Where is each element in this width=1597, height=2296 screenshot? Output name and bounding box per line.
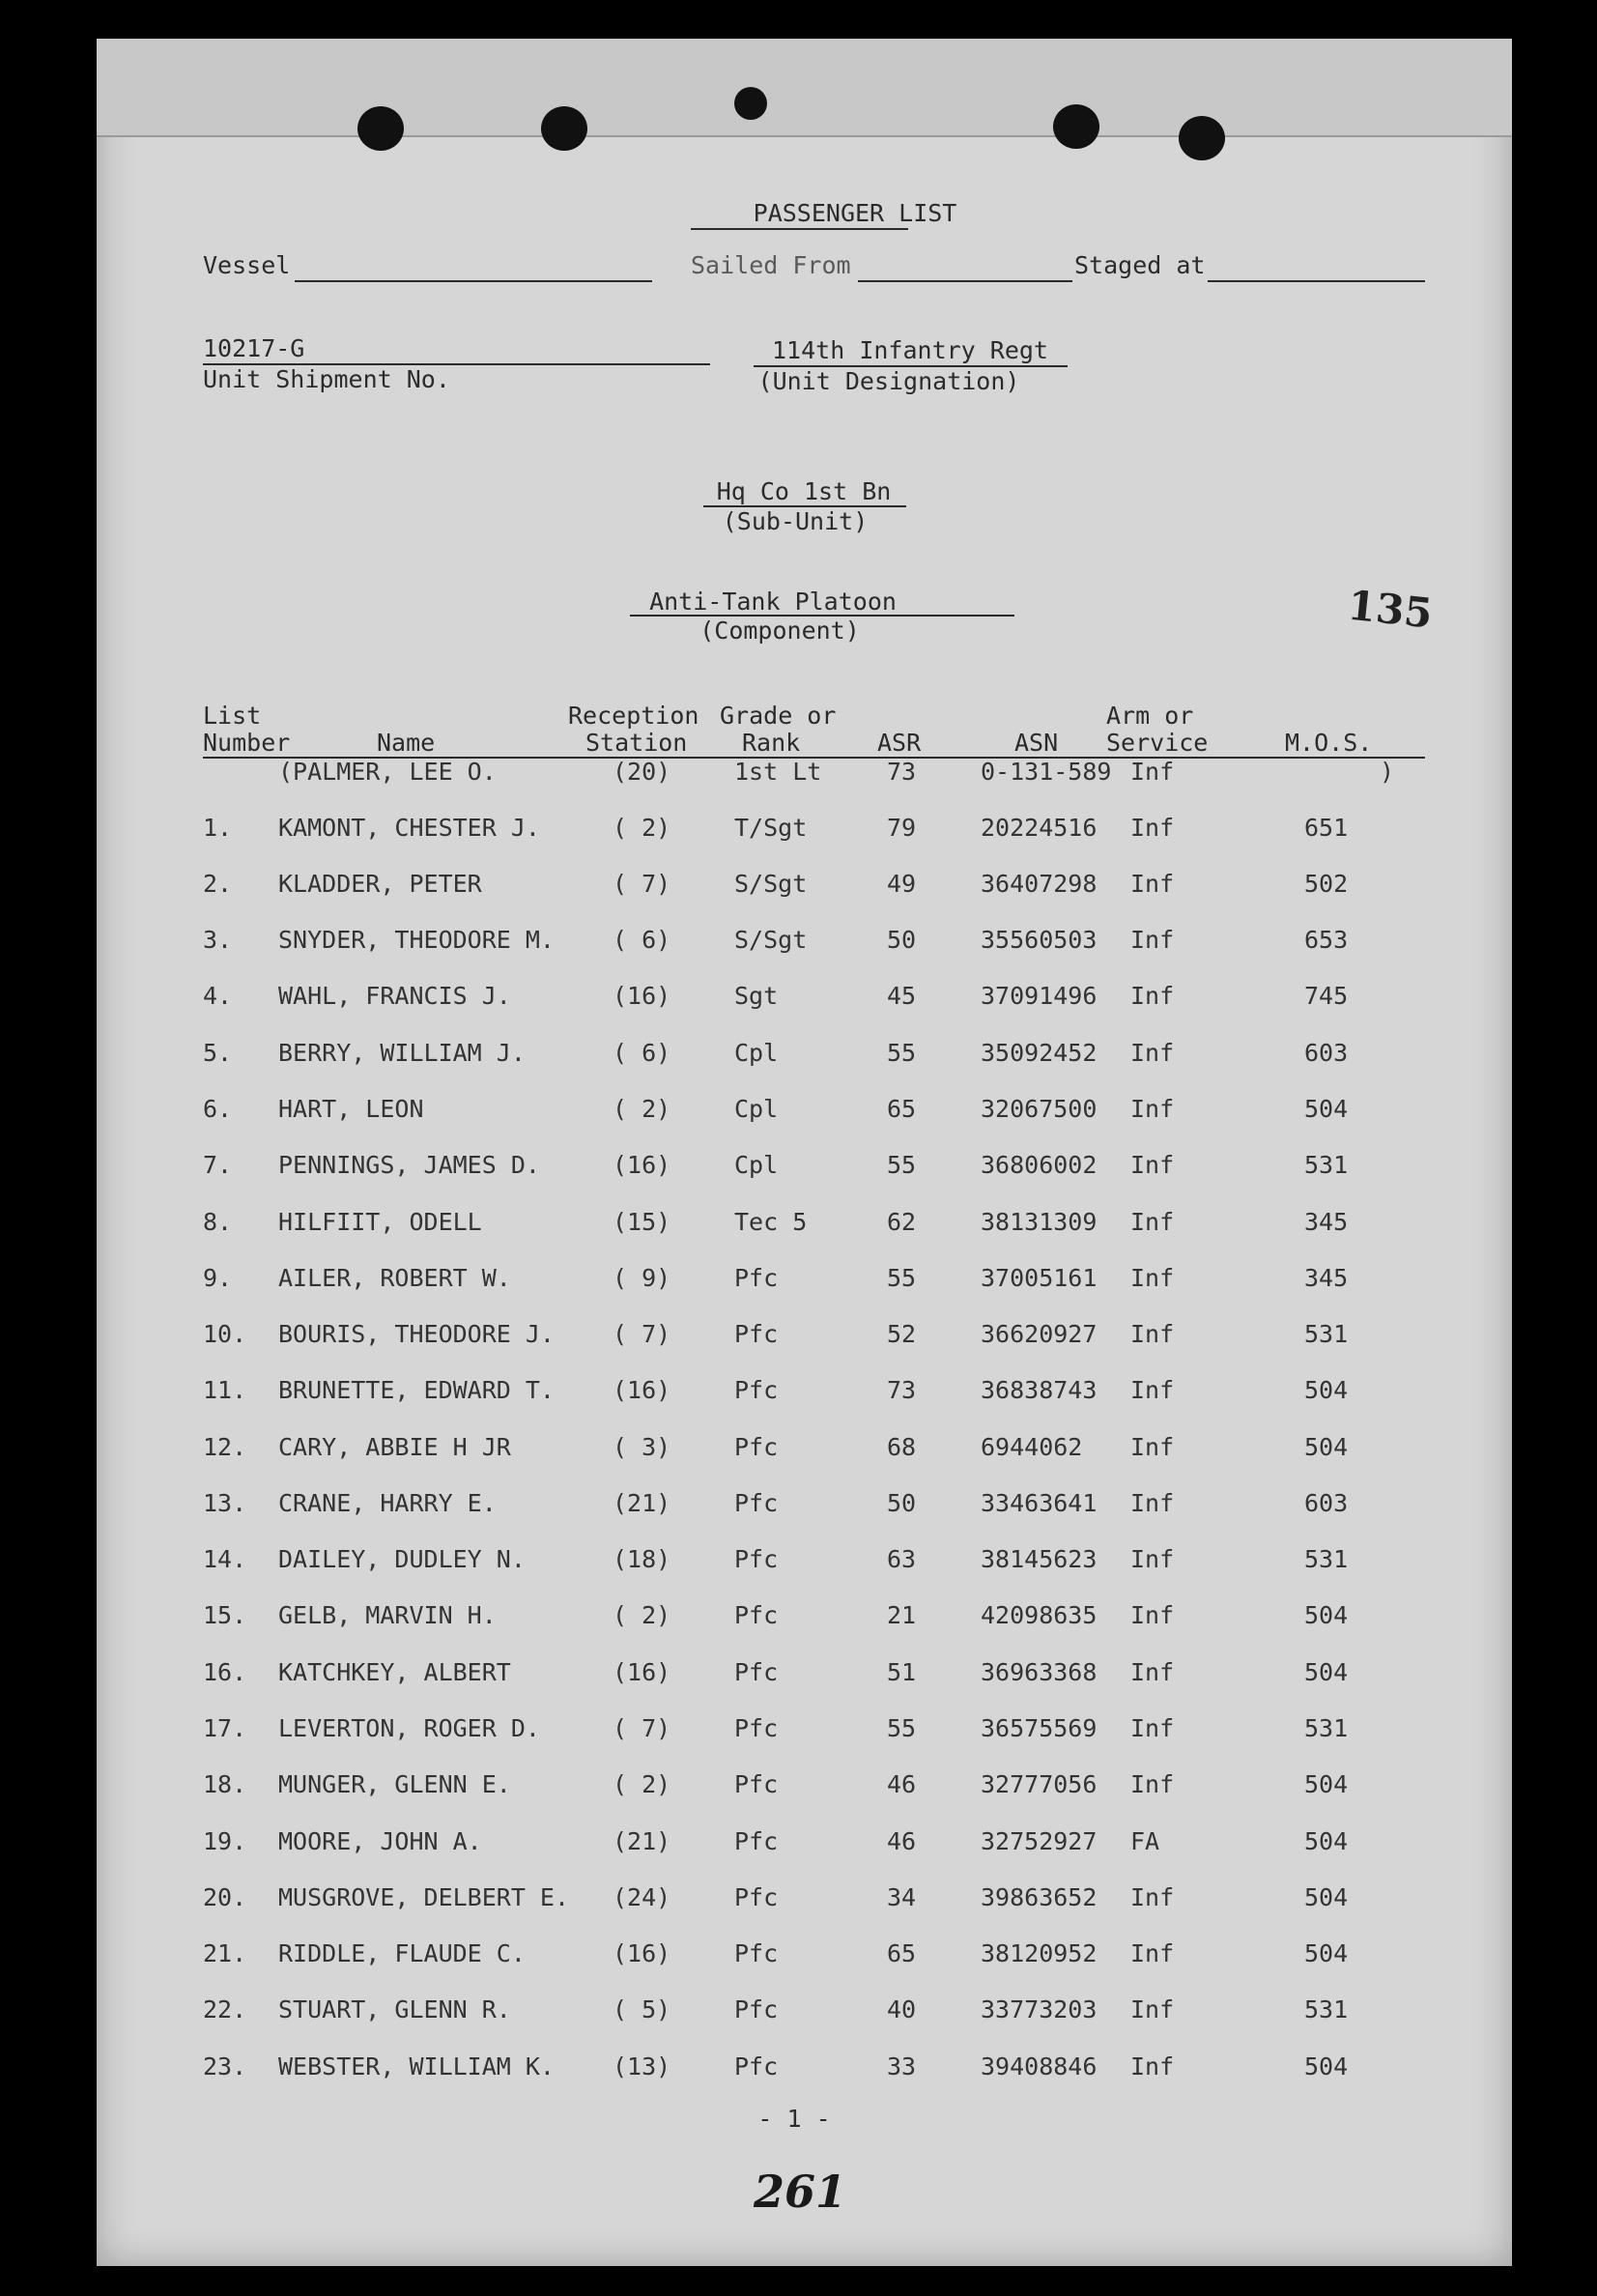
list-number: 20. bbox=[203, 1883, 247, 1911]
stamp-number: 135 bbox=[1345, 581, 1436, 638]
table-row bbox=[97, 1939, 1512, 1968]
passenger-name: MUSGROVE, DELBERT E. bbox=[278, 1883, 570, 1911]
grade: Pfc bbox=[734, 1545, 779, 1573]
table-row bbox=[97, 1264, 1512, 1293]
passenger-name: SNYDER, THEODORE M. bbox=[278, 926, 555, 954]
asn: 39408846 bbox=[981, 2052, 1098, 2081]
mos: 502 bbox=[1304, 870, 1349, 898]
reception-station: (16) bbox=[613, 1151, 671, 1179]
arm-service: Inf bbox=[1130, 1208, 1175, 1236]
sailed-from-field-line bbox=[858, 280, 1072, 282]
officer-close-paren: ) bbox=[1380, 758, 1395, 786]
grade: Pfc bbox=[734, 1433, 779, 1461]
staged-at-label: Staged at bbox=[1074, 251, 1206, 279]
passenger-name: BERRY, WILLIAM J. bbox=[278, 1039, 526, 1067]
vessel-label: Vessel bbox=[203, 251, 291, 279]
arm-service: Inf bbox=[1130, 1095, 1175, 1123]
table-row bbox=[97, 982, 1512, 1011]
list-number: 7. bbox=[203, 1151, 233, 1179]
officer-station: (20) bbox=[613, 758, 671, 786]
staged-at-field-line bbox=[1208, 280, 1425, 282]
asn: 36838743 bbox=[981, 1376, 1098, 1404]
asn: 35092452 bbox=[981, 1039, 1098, 1067]
reception-station: ( 6) bbox=[613, 1039, 671, 1067]
list-number: 5. bbox=[203, 1039, 233, 1067]
reception-station: ( 6) bbox=[613, 926, 671, 954]
reception-station: ( 7) bbox=[613, 870, 671, 898]
asn: 36620927 bbox=[981, 1320, 1098, 1348]
list-number: 10. bbox=[203, 1320, 247, 1348]
sub-unit: Hq Co 1st Bn bbox=[716, 477, 892, 505]
page-number: - 1 - bbox=[757, 2105, 831, 2133]
passenger-name: BRUNETTE, EDWARD T. bbox=[278, 1376, 555, 1404]
passenger-name: CRANE, HARRY E. bbox=[278, 1489, 497, 1517]
list-number: 6. bbox=[203, 1095, 233, 1123]
passenger-name: LEVERTON, ROGER D. bbox=[278, 1714, 540, 1742]
arm-service: Inf bbox=[1130, 1770, 1175, 1798]
handwritten-number: 261 bbox=[754, 2166, 847, 2218]
table-row bbox=[97, 1489, 1512, 1518]
passenger-name: DAILEY, DUDLEY N. bbox=[278, 1545, 526, 1573]
punch-hole bbox=[1053, 104, 1099, 149]
mos: 745 bbox=[1304, 982, 1349, 1010]
mos: 531 bbox=[1304, 1714, 1349, 1742]
table-row bbox=[97, 1545, 1512, 1574]
col-station-line1: Reception bbox=[568, 702, 699, 730]
table-row bbox=[97, 1995, 1512, 2024]
grade: Cpl bbox=[734, 1095, 779, 1123]
arm-service: Inf bbox=[1130, 1151, 1175, 1179]
passenger-name: MOORE, JOHN A. bbox=[278, 1827, 482, 1855]
table-row bbox=[97, 1601, 1512, 1630]
mos: 504 bbox=[1304, 1883, 1349, 1911]
passenger-name: MUNGER, GLENN E. bbox=[278, 1770, 511, 1798]
list-number: 18. bbox=[203, 1770, 247, 1798]
reception-station: ( 2) bbox=[613, 1601, 671, 1629]
arm-service: Inf bbox=[1130, 2052, 1175, 2081]
col-grade-line2: Rank bbox=[742, 729, 801, 757]
arm-service: Inf bbox=[1130, 1883, 1175, 1911]
grade: Pfc bbox=[734, 1995, 779, 2023]
arm-service: Inf bbox=[1130, 1545, 1175, 1573]
table-row bbox=[97, 1208, 1512, 1237]
mos: 531 bbox=[1304, 1545, 1349, 1573]
grade: Cpl bbox=[734, 1151, 779, 1179]
asn: 37091496 bbox=[981, 982, 1098, 1010]
reception-station: (16) bbox=[613, 1658, 671, 1686]
list-number: 13. bbox=[203, 1489, 247, 1517]
col-station-line2: Station bbox=[585, 729, 688, 757]
grade: Pfc bbox=[734, 1489, 779, 1517]
list-number: 3. bbox=[203, 926, 233, 954]
arm-service: Inf bbox=[1130, 926, 1175, 954]
passenger-name: CARY, ABBIE H JR bbox=[278, 1433, 511, 1461]
col-list-number-line2: Number bbox=[203, 729, 291, 757]
page-title: PASSENGER LIST bbox=[753, 199, 957, 227]
reception-station: ( 3) bbox=[613, 1433, 671, 1461]
asn: 36806002 bbox=[981, 1151, 1098, 1179]
document-page bbox=[97, 39, 1512, 2266]
table-row bbox=[97, 2052, 1512, 2081]
asr: 68 bbox=[887, 1433, 917, 1461]
list-number: 11. bbox=[203, 1376, 247, 1404]
reception-station: (18) bbox=[613, 1545, 671, 1573]
mos: 504 bbox=[1304, 1433, 1349, 1461]
officer-row bbox=[97, 758, 1512, 787]
list-number: 22. bbox=[203, 1995, 247, 2023]
col-arm-line2: Service bbox=[1106, 729, 1209, 757]
sailed-from-label: Sailed From bbox=[691, 251, 851, 279]
asr: 34 bbox=[887, 1883, 917, 1911]
grade: Pfc bbox=[734, 1658, 779, 1686]
table-row bbox=[97, 1770, 1512, 1799]
arm-service: Inf bbox=[1130, 1658, 1175, 1686]
list-number: 9. bbox=[203, 1264, 233, 1292]
list-number: 15. bbox=[203, 1601, 247, 1629]
mos: 504 bbox=[1304, 2052, 1349, 2081]
asr: 65 bbox=[887, 1939, 917, 1967]
asr: 55 bbox=[887, 1714, 917, 1742]
grade: Tec 5 bbox=[734, 1208, 808, 1236]
mos: 603 bbox=[1304, 1489, 1349, 1517]
table-row bbox=[97, 1827, 1512, 1856]
grade: Sgt bbox=[734, 982, 779, 1010]
list-number: 17. bbox=[203, 1714, 247, 1742]
grade: Pfc bbox=[734, 1883, 779, 1911]
col-grade-line1: Grade or bbox=[720, 702, 837, 730]
list-number: 21. bbox=[203, 1939, 247, 1967]
asr: 55 bbox=[887, 1039, 917, 1067]
asr: 50 bbox=[887, 926, 917, 954]
list-number: 1. bbox=[203, 814, 233, 842]
asr: 21 bbox=[887, 1601, 917, 1629]
vessel-field-line bbox=[295, 280, 652, 282]
table-row bbox=[97, 1095, 1512, 1124]
asn: 36963368 bbox=[981, 1658, 1098, 1686]
passenger-name: BOURIS, THEODORE J. bbox=[278, 1320, 555, 1348]
asn: 32067500 bbox=[981, 1095, 1098, 1123]
asr: 51 bbox=[887, 1658, 917, 1686]
arm-service: Inf bbox=[1130, 1601, 1175, 1629]
sub-unit-label: (Sub-Unit) bbox=[722, 507, 869, 535]
asn: 39863652 bbox=[981, 1883, 1098, 1911]
reception-station: (24) bbox=[613, 1883, 671, 1911]
arm-service: Inf bbox=[1130, 1714, 1175, 1742]
punch-hole bbox=[357, 106, 404, 151]
reception-station: ( 7) bbox=[613, 1320, 671, 1348]
asr: 46 bbox=[887, 1827, 917, 1855]
mos: 504 bbox=[1304, 1095, 1349, 1123]
officer-arm: Inf bbox=[1130, 758, 1175, 786]
arm-service: Inf bbox=[1130, 1039, 1175, 1067]
list-number: 23. bbox=[203, 2052, 247, 2081]
table-row bbox=[97, 926, 1512, 955]
reception-station: ( 2) bbox=[613, 1095, 671, 1123]
reception-station: ( 2) bbox=[613, 814, 671, 842]
asn: 37005161 bbox=[981, 1264, 1098, 1292]
arm-service: Inf bbox=[1130, 1264, 1175, 1292]
list-number: 16. bbox=[203, 1658, 247, 1686]
mos: 653 bbox=[1304, 926, 1349, 954]
table-row bbox=[97, 1433, 1512, 1462]
passenger-name: KATCHKEY, ALBERT bbox=[278, 1658, 511, 1686]
arm-service: FA bbox=[1130, 1827, 1160, 1855]
asr: 62 bbox=[887, 1208, 917, 1236]
list-number: 8. bbox=[203, 1208, 233, 1236]
grade: T/Sgt bbox=[734, 814, 808, 842]
list-number: 2. bbox=[203, 870, 233, 898]
asr: 55 bbox=[887, 1264, 917, 1292]
mos: 345 bbox=[1304, 1208, 1349, 1236]
passenger-name: KAMONT, CHESTER J. bbox=[278, 814, 540, 842]
mos: 504 bbox=[1304, 1658, 1349, 1686]
asr: 63 bbox=[887, 1545, 917, 1573]
top-binding-strip bbox=[97, 39, 1512, 137]
mos: 531 bbox=[1304, 1995, 1349, 2023]
reception-station: (13) bbox=[613, 2052, 671, 2081]
shipment-number-label: Unit Shipment No. bbox=[203, 365, 450, 393]
asr: 40 bbox=[887, 1995, 917, 2023]
grade: Pfc bbox=[734, 1770, 779, 1798]
asn: 6944062 bbox=[981, 1433, 1083, 1461]
asr: 55 bbox=[887, 1151, 917, 1179]
arm-service: Inf bbox=[1130, 1489, 1175, 1517]
table-row bbox=[97, 870, 1512, 899]
asr: 79 bbox=[887, 814, 917, 842]
mos: 504 bbox=[1304, 1601, 1349, 1629]
asn: 38145623 bbox=[981, 1545, 1098, 1573]
grade: Pfc bbox=[734, 1320, 779, 1348]
arm-service: Inf bbox=[1130, 982, 1175, 1010]
table-row bbox=[97, 1376, 1512, 1405]
asr: 45 bbox=[887, 982, 917, 1010]
grade: Pfc bbox=[734, 1939, 779, 1967]
reception-station: ( 7) bbox=[613, 1714, 671, 1742]
asn: 38131309 bbox=[981, 1208, 1098, 1236]
col-arm-line1: Arm or bbox=[1106, 702, 1194, 730]
asn: 32777056 bbox=[981, 1770, 1098, 1798]
table-row bbox=[97, 1320, 1512, 1349]
mos: 504 bbox=[1304, 1827, 1349, 1855]
list-number: 4. bbox=[203, 982, 233, 1010]
arm-service: Inf bbox=[1130, 1939, 1175, 1967]
list-number: 19. bbox=[203, 1827, 247, 1855]
asn: 33463641 bbox=[981, 1489, 1098, 1517]
passenger-name: WAHL, FRANCIS J. bbox=[278, 982, 511, 1010]
grade: Pfc bbox=[734, 1827, 779, 1855]
asn: 38120952 bbox=[981, 1939, 1098, 1967]
officer-asr: 73 bbox=[887, 758, 917, 786]
arm-service: Inf bbox=[1130, 1320, 1175, 1348]
asr: 73 bbox=[887, 1376, 917, 1404]
mos: 603 bbox=[1304, 1039, 1349, 1067]
list-number: 14. bbox=[203, 1545, 247, 1573]
arm-service: Inf bbox=[1130, 870, 1175, 898]
grade: S/Sgt bbox=[734, 870, 808, 898]
reception-station: (21) bbox=[613, 1489, 671, 1517]
arm-service: Inf bbox=[1130, 814, 1175, 842]
col-asn: ASN bbox=[1014, 729, 1059, 757]
passenger-name: STUART, GLENN R. bbox=[278, 1995, 511, 2023]
table-row bbox=[97, 1714, 1512, 1743]
asn: 20224516 bbox=[981, 814, 1098, 842]
mos: 504 bbox=[1304, 1939, 1349, 1967]
officer-asn: 0-131-589 bbox=[981, 758, 1112, 786]
asn: 36407298 bbox=[981, 870, 1098, 898]
title-underline bbox=[691, 228, 908, 230]
col-asr: ASR bbox=[877, 729, 922, 757]
passenger-name: HART, LEON bbox=[278, 1095, 424, 1123]
arm-service: Inf bbox=[1130, 1376, 1175, 1404]
punch-hole bbox=[734, 87, 767, 120]
col-list-number-line1: List bbox=[203, 702, 262, 730]
passenger-name: RIDDLE, FLAUDE C. bbox=[278, 1939, 526, 1967]
passenger-name: GELB, MARVIN H. bbox=[278, 1601, 497, 1629]
asn: 35560503 bbox=[981, 926, 1098, 954]
asr: 52 bbox=[887, 1320, 917, 1348]
asn: 33773203 bbox=[981, 1995, 1098, 2023]
col-mos: M.O.S. bbox=[1285, 729, 1373, 757]
asr: 46 bbox=[887, 1770, 917, 1798]
reception-station: ( 2) bbox=[613, 1770, 671, 1798]
passenger-name: AILER, ROBERT W. bbox=[278, 1264, 511, 1292]
passenger-name: WEBSTER, WILLIAM K. bbox=[278, 2052, 555, 2081]
reception-station: (16) bbox=[613, 1939, 671, 1967]
grade: Pfc bbox=[734, 1714, 779, 1742]
asr: 33 bbox=[887, 2052, 917, 2081]
officer-grade: 1st Lt bbox=[734, 758, 822, 786]
passenger-name: PENNINGS, JAMES D. bbox=[278, 1151, 540, 1179]
shipment-number: 10217-G bbox=[203, 334, 305, 362]
table-row bbox=[97, 814, 1512, 843]
unit-designation: 114th Infantry Regt bbox=[772, 336, 1048, 364]
grade: Pfc bbox=[734, 1601, 779, 1629]
punch-hole bbox=[1179, 116, 1225, 160]
asr: 49 bbox=[887, 870, 917, 898]
passenger-name: KLADDER, PETER bbox=[278, 870, 482, 898]
grade: Pfc bbox=[734, 1376, 779, 1404]
passenger-name: HILFIIT, ODELL bbox=[278, 1208, 482, 1236]
asn: 42098635 bbox=[981, 1601, 1098, 1629]
grade: Pfc bbox=[734, 1264, 779, 1292]
mos: 504 bbox=[1304, 1770, 1349, 1798]
component-label: (Component) bbox=[699, 617, 860, 645]
table-row bbox=[97, 1883, 1512, 1912]
mos: 504 bbox=[1304, 1376, 1349, 1404]
table-row bbox=[97, 1039, 1512, 1068]
grade: S/Sgt bbox=[734, 926, 808, 954]
table-row bbox=[97, 1658, 1512, 1687]
table-row bbox=[97, 1151, 1512, 1180]
asn: 36575569 bbox=[981, 1714, 1098, 1742]
reception-station: (16) bbox=[613, 1376, 671, 1404]
mos: 651 bbox=[1304, 814, 1349, 842]
asr: 50 bbox=[887, 1489, 917, 1517]
list-number: 12. bbox=[203, 1433, 247, 1461]
asr: 65 bbox=[887, 1095, 917, 1123]
mos: 531 bbox=[1304, 1151, 1349, 1179]
col-name: Name bbox=[377, 729, 436, 757]
reception-station: (21) bbox=[613, 1827, 671, 1855]
mos: 345 bbox=[1304, 1264, 1349, 1292]
reception-station: ( 9) bbox=[613, 1264, 671, 1292]
component: Anti-Tank Platoon bbox=[649, 588, 897, 616]
reception-station: (16) bbox=[613, 982, 671, 1010]
grade: Cpl bbox=[734, 1039, 779, 1067]
reception-station: (15) bbox=[613, 1208, 671, 1236]
mos: 531 bbox=[1304, 1320, 1349, 1348]
unit-designation-label: (Unit Designation) bbox=[757, 367, 1020, 395]
asn: 32752927 bbox=[981, 1827, 1098, 1855]
grade: Pfc bbox=[734, 2052, 779, 2081]
arm-service: Inf bbox=[1130, 1995, 1175, 2023]
reception-station: ( 5) bbox=[613, 1995, 671, 2023]
punch-hole bbox=[541, 106, 587, 151]
officer-name: (PALMER, LEE O. bbox=[278, 758, 497, 786]
arm-service: Inf bbox=[1130, 1433, 1175, 1461]
